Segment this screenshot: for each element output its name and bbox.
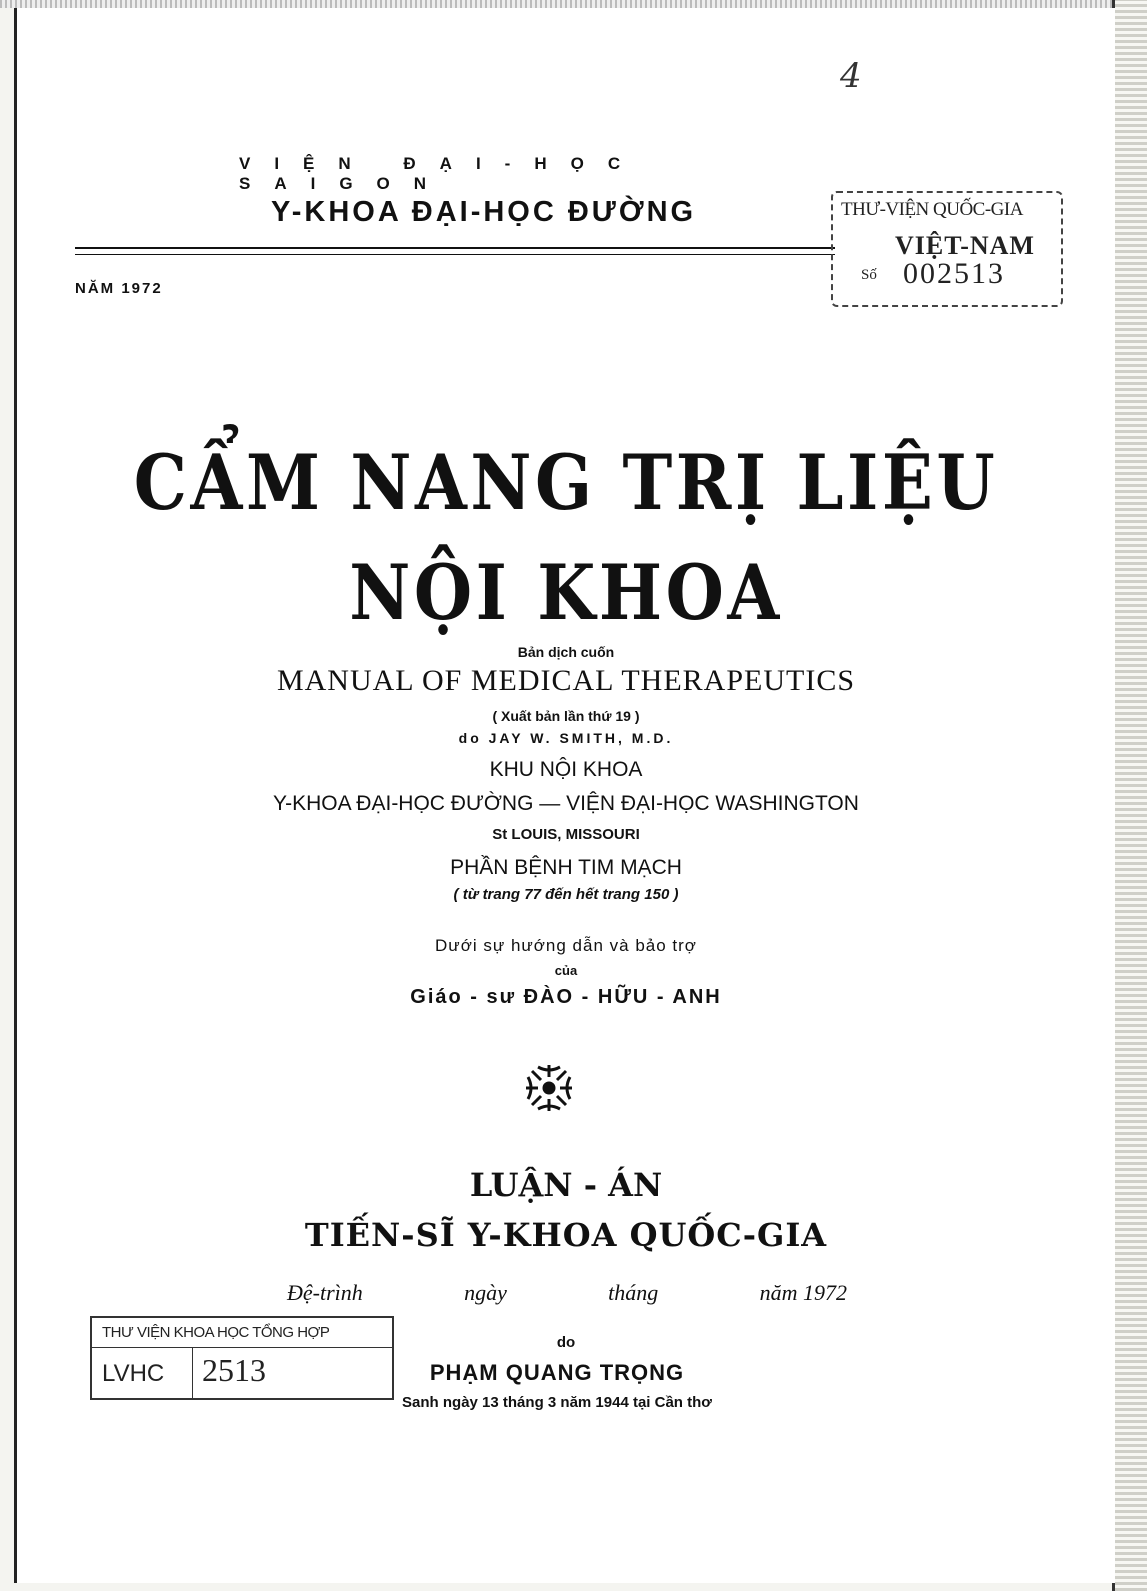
stamp-library-name: THƯ-VIỆN QUỐC-GIA — [841, 199, 1023, 220]
candidate-birth-info: Sanh ngày 13 tháng 3 năm 1944 tại Cần thơ — [402, 1394, 712, 1411]
stamp2-vertical-divider — [192, 1348, 193, 1398]
month-label: tháng — [608, 1280, 659, 1305]
thesis-type: LUẬN - ÁN — [469, 1166, 663, 1204]
scan-edge-top — [0, 0, 1147, 8]
publication-year: NĂM 1972 — [75, 280, 163, 297]
source-author: do JAY W. SMITH, M.D. — [458, 730, 674, 746]
title-line-1: CẨM NANG TRỊ LIỆU — [133, 438, 999, 527]
edition-note: ( Xuất bản lần thứ 19 ) — [492, 708, 640, 724]
stamp2-code: LVHC — [102, 1360, 165, 1387]
title-line-2: NỘI KHOA — [349, 548, 783, 637]
by-label: do — [556, 1334, 576, 1351]
supervision-line: Dưới sự hướng dẫn và bảo trợ — [435, 936, 697, 955]
stamp2-divider — [92, 1347, 392, 1348]
document-page — [14, 8, 1115, 1583]
day-label: ngày — [464, 1280, 507, 1305]
department: KHU NỘI KHOA — [489, 758, 643, 781]
school-affiliation: Y-KHOA ĐẠI-HỌC ĐƯỜNG — VIỆN ĐẠI-HỌC WASHINGTON — [273, 792, 859, 815]
candidate-name: PHẠM QUANG TRỌNG — [429, 1360, 685, 1385]
stamp-number: 002513 — [903, 257, 1005, 290]
source-book-title: MANUAL OF MEDICAL THERAPEUTICS — [276, 664, 856, 697]
stamp2-library-name: THƯ VIỆN KHOA HỌC TỔNG HỢP — [102, 1324, 330, 1341]
stamp-country: VIỆT-NAM — [895, 231, 1035, 260]
ornament-icon — [524, 1063, 574, 1113]
year-label: năm 1972 — [759, 1280, 847, 1305]
faculty-name: Y-KHOA ĐẠI-HỌC ĐƯỜNG — [271, 196, 697, 228]
translation-intro: Bản dịch cuốn — [517, 644, 615, 660]
submission-date-line — [287, 1280, 847, 1306]
institution-name: VIỆN ĐẠI-HỌC SAIGON — [239, 154, 645, 193]
professor-name: Giáo - sư ĐÀO - HỮU - ANH — [410, 986, 722, 1008]
national-library-stamp — [831, 191, 1063, 307]
science-library-stamp — [90, 1316, 394, 1400]
stamp-number-prefix: Số — [861, 267, 877, 283]
submitted-label: Đệ-trình — [287, 1280, 363, 1305]
city: St LOUIS, MISSOURI — [492, 826, 640, 843]
scan-edge-right — [1112, 0, 1147, 1591]
page-range: ( từ trang 77 đến hết trang 150 ) — [453, 886, 679, 903]
section-name: PHẦN BỆNH TIM MẠCH — [450, 856, 682, 879]
handwritten-page-number: 4 — [840, 56, 862, 96]
stamp2-number: 2513 — [202, 1352, 266, 1388]
supervision-of: của — [554, 963, 578, 978]
header-rule-thin — [75, 254, 835, 255]
thesis-degree: TIẾN-SĨ Y-KHOA QUỐC-GIA — [304, 1216, 828, 1254]
header-rule — [75, 247, 835, 249]
